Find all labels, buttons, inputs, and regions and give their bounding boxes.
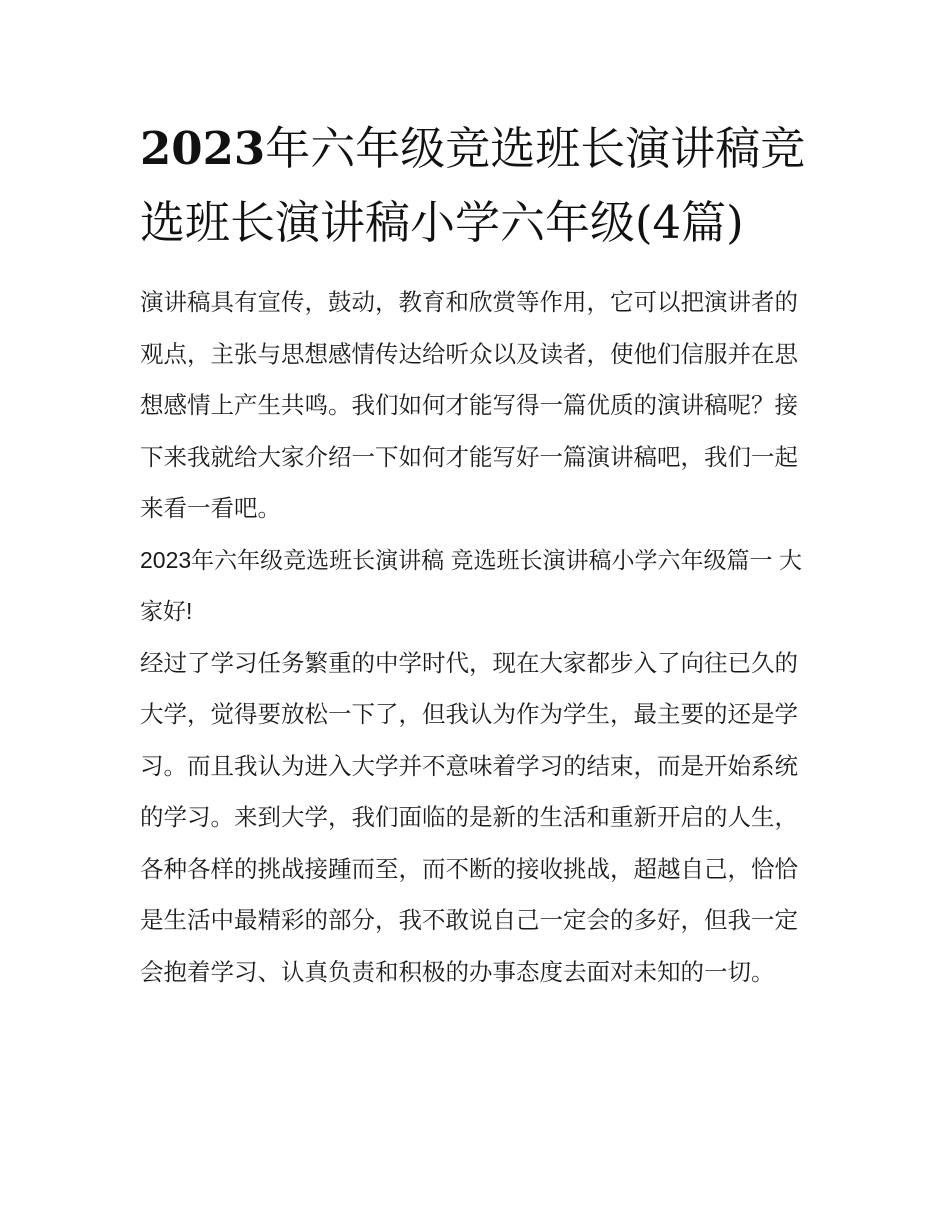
document-title bbox=[140, 112, 812, 260]
title-year: 2023 bbox=[140, 122, 266, 175]
document-content bbox=[140, 112, 812, 998]
title-text: 年六年级竞选班长演讲稿竞选班长演讲稿小学六年级(4篇) bbox=[140, 122, 806, 249]
intro-paragraph: 演讲稿具有宣传，鼓动，教育和欣赏等作用，它可以把演讲者的观点，主张与思想感情传达给听众以及读者，使他们信服并在思想感情上产生共鸣。我们如何才能写得一篇优质的演讲稿呢？接下来我就给大家介绍一下如何才能写好一篇演讲稿吧，我们一起来看一看吧。 bbox=[140, 288, 798, 522]
section-heading: 2023年六年级竞选班长演讲稿 竞选班长演讲稿小学六年级篇一 大家好! bbox=[140, 546, 802, 624]
document-body bbox=[140, 277, 812, 998]
body-paragraph-1: 经过了学习任务繁重的中学时代，现在大家都步入了向往已久的大学，觉得要放松一下了，但我认为作为学生，最主要的还是学习。而且我认为进入大学并不意味着学习的结束，而是开始系统的学习。来到大学，我们面临的是新的生活和重新开启的人生，各种各样的挑战接踵而至，而不断的接收挑战，超越自己，恰恰是生活中最精彩的部分，我不敢说自己一定会的多好，但我一定会抱着学习、认真负责和积极的办事态度去面对未知的一切。 bbox=[140, 648, 798, 986]
